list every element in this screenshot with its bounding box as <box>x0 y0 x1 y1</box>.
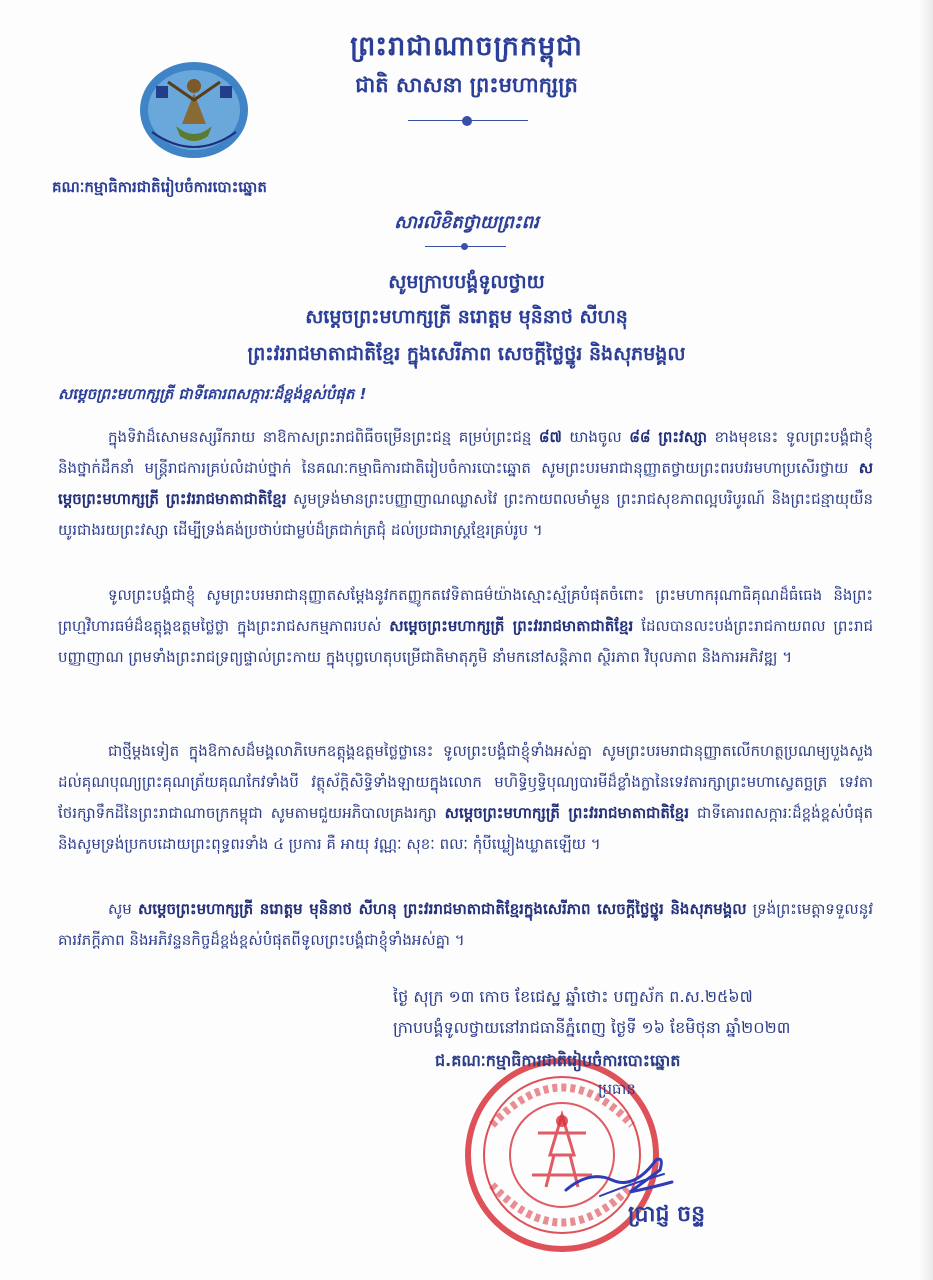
page-edge-shadow <box>919 0 933 1280</box>
handwritten-signature-icon <box>560 1130 680 1210</box>
salutation: សម្តេចព្រះមហាក្សត្រី ជាទីគោរពសក្ការៈដ៏ខ្ពង់ខ្ពស់បំផុត ! <box>58 385 367 403</box>
national-motto: ជាតិ សាសនា ព្រះមហាក្សត្រ <box>355 73 578 97</box>
paragraph-4: សូម សម្តេចព្រះមហាក្សត្រី នរោត្តម មុនិនាថ សីហនុ ព្រះវររាជមាតាជាតិខ្មែរក្នុងសេរីភាព សេចក្តីថ្លៃថ្នូរ និងសុភមង្គល ទ្រង់ព្រះមេត្តាទទួលនូវគារវភក្តីភាព និងអភិវន្ទនកិច្ចដ៏ខ្ពង់ខ្ពស់បំផុតពីទូលព្រះបង្គំជាខ្ញុំទាំងអស់គ្នា ។ <box>58 900 873 949</box>
document-title: សារលិខិតថ្វាយព្រះពរ <box>394 212 539 233</box>
solar-date: ក្រាបបង្គំទូលថ្វាយនៅរាជធានីភ្នំពេញ ថ្ងៃទី ១៦ ខែមិថុនា ឆ្នាំ២០២៣ <box>393 1018 791 1037</box>
paragraph-1: ក្នុងទិវាដ៏សោមនស្សរីករាយ នាឱកាសព្រះរាជពិធីចម្រើនព្រះជន្ម គម្រប់ព្រះជន្ម ៨៧ យាងចូល ៨៨ ព្រះវស្សា ខាងមុខនេះ ទូលព្រះបង្គំជាខ្ញុំ និងថ្នាក់ដឹកនាំ មន្ត្រីរាជការគ្រប់លំដាប់ថ្នាក់ នៃគណៈកម្មាធិការជាតិរៀបចំការបោះឆ្នោត សូមព្រះបរមរាជានុញ្ញាតថ្វាយព្រះពរបវរមហាប្រសើរថ្វាយ សម្តេចព្រះមហាក្សត្រី ព្រះវររាជមាតាជាតិខ្មែរ សូមទ្រង់មានព្រះបញ្ញាញាណឈ្លាសវៃ ព្រះកាយពលមាំមួន ព្រះរាជសុខភាពល្អបរិបូរណ៍ និងព្រះជន្មាយុយឺនយូរជាងរយព្រះវស្សា ដើម្បីទ្រង់គង់ប្រថាប់ជាម្លប់ដ៏ត្រជាក់ត្រជុំ ដល់ប្រជារាស្ត្រខ្មែរគ្រប់រូប ។ <box>58 428 873 539</box>
signatory-name: ប្រាជ្ញ ចន្ទ <box>628 1202 706 1227</box>
lunar-date: ថ្ងៃ សុក្រ ១៣ កោច ខែជេស្ឋ ឆ្នាំថោះ បញ្ចស័ក ព.ស.២៥៦៧ <box>393 987 753 1006</box>
committee-name: គណៈកម្មាធិការជាតិរៀបចំការបោះឆ្នោត <box>52 178 267 196</box>
signatory-organization: ជ.គណៈកម្មាធិការជាតិរៀបចំការបោះឆ្នោត <box>435 1051 681 1070</box>
nec-emblem-icon <box>138 60 250 164</box>
paragraph-3: ជាថ្មីម្តងទៀត ក្នុងឱកាសដ៏មង្គលាភិឞេកឧត្តុង្គឧត្តមថ្លៃថ្លានេះ ទូលព្រះបង្គំជាខ្ញុំទាំងអស់គ្នា សូមព្រះបរមរាជានុញ្ញាតលើកហត្ថប្រណម្យបួងសួង ដល់គុណបុណ្យព្រះគុណត្រ័យគុណកែវទាំងបី វត្ថុស័ក្តិសិទ្ធិទាំងឡាយក្នុងលោក មហិទ្ធិឫទ្ធិបុណ្យបារមីដ៏ខ្លាំងក្លានៃទេវតារក្សាព្រះមហាស្វេតច្ឆត្រ ទេវតាថែរក្សាទឹកដីនៃព្រះរាជាណាចក្រកម្ពុជា សូមតាមជួយអភិបាលគ្រងរក្សា សម្តេចព្រះមហាក្សត្រី ព្រះវររាជមាតាជាតិខ្មែរ ជាទីគោរពសក្ការៈដ៏ខ្ពង់ខ្ពស់បំផុត និងសូមទ្រង់ប្រកបដោយព្រះពុទ្ធពរទាំង ៤ ប្រការ គឺ អាយុ វណ្ណៈ សុខៈ ពលៈ កុំបីឃ្លៀងឃ្លាតឡើយ ។ <box>58 742 873 853</box>
signatory-role: ប្រធាន <box>598 1080 636 1098</box>
address-line-3: ព្រះវររាជមាតាជាតិខ្មែរ ក្នុងសេរីភាព សេចក្តីថ្លៃថ្នូរ និងសុភមង្គល <box>247 343 686 365</box>
address-line-2: សម្តេចព្រះមហាក្សត្រី នរោត្តម មុនិនាថ សីហនុ <box>305 306 628 328</box>
kingdom-heading: ព្រះរាជាណាចក្រកម្ពុជា <box>350 31 583 62</box>
address-line-1: សូមក្រាបបង្គំទូលថ្វាយ <box>388 271 545 293</box>
paragraph-2: ទូលព្រះបង្គំជាខ្ញុំ សូមព្រះបរមរាជានុញ្ញាតសម្តែងនូវកតញ្ញូកតវេទិតាធម៌យ៉ាងស្មោះស្ម័គ្របំផុតចំពោះ ព្រះមហាករុណាធិគុណដ៏ធំធេង និងព្រះព្រហ្មវិហារធម៌ដ៏ឧត្តុង្គឧត្តមថ្លៃថ្លា ក្នុងព្រះរាជសកម្មភាពរបស់ សម្តេចព្រះមហាក្សត្រី ព្រះវររាជមាតាជាតិខ្មែរ ដែលបានលះបង់ព្រះរាជកាយពល ព្រះរាជបញ្ញាញាណ ព្រមទាំងព្រះរាជទ្រព្យផ្ទាល់ព្រះកាយ ក្នុងបុព្វហេតុបម្រើជាតិមាតុភូមិ នាំមកនៅសន្តិភាព ស្ថិរភាព វិបុលភាព និងការអភិវឌ្ឍ ។ <box>58 586 873 666</box>
